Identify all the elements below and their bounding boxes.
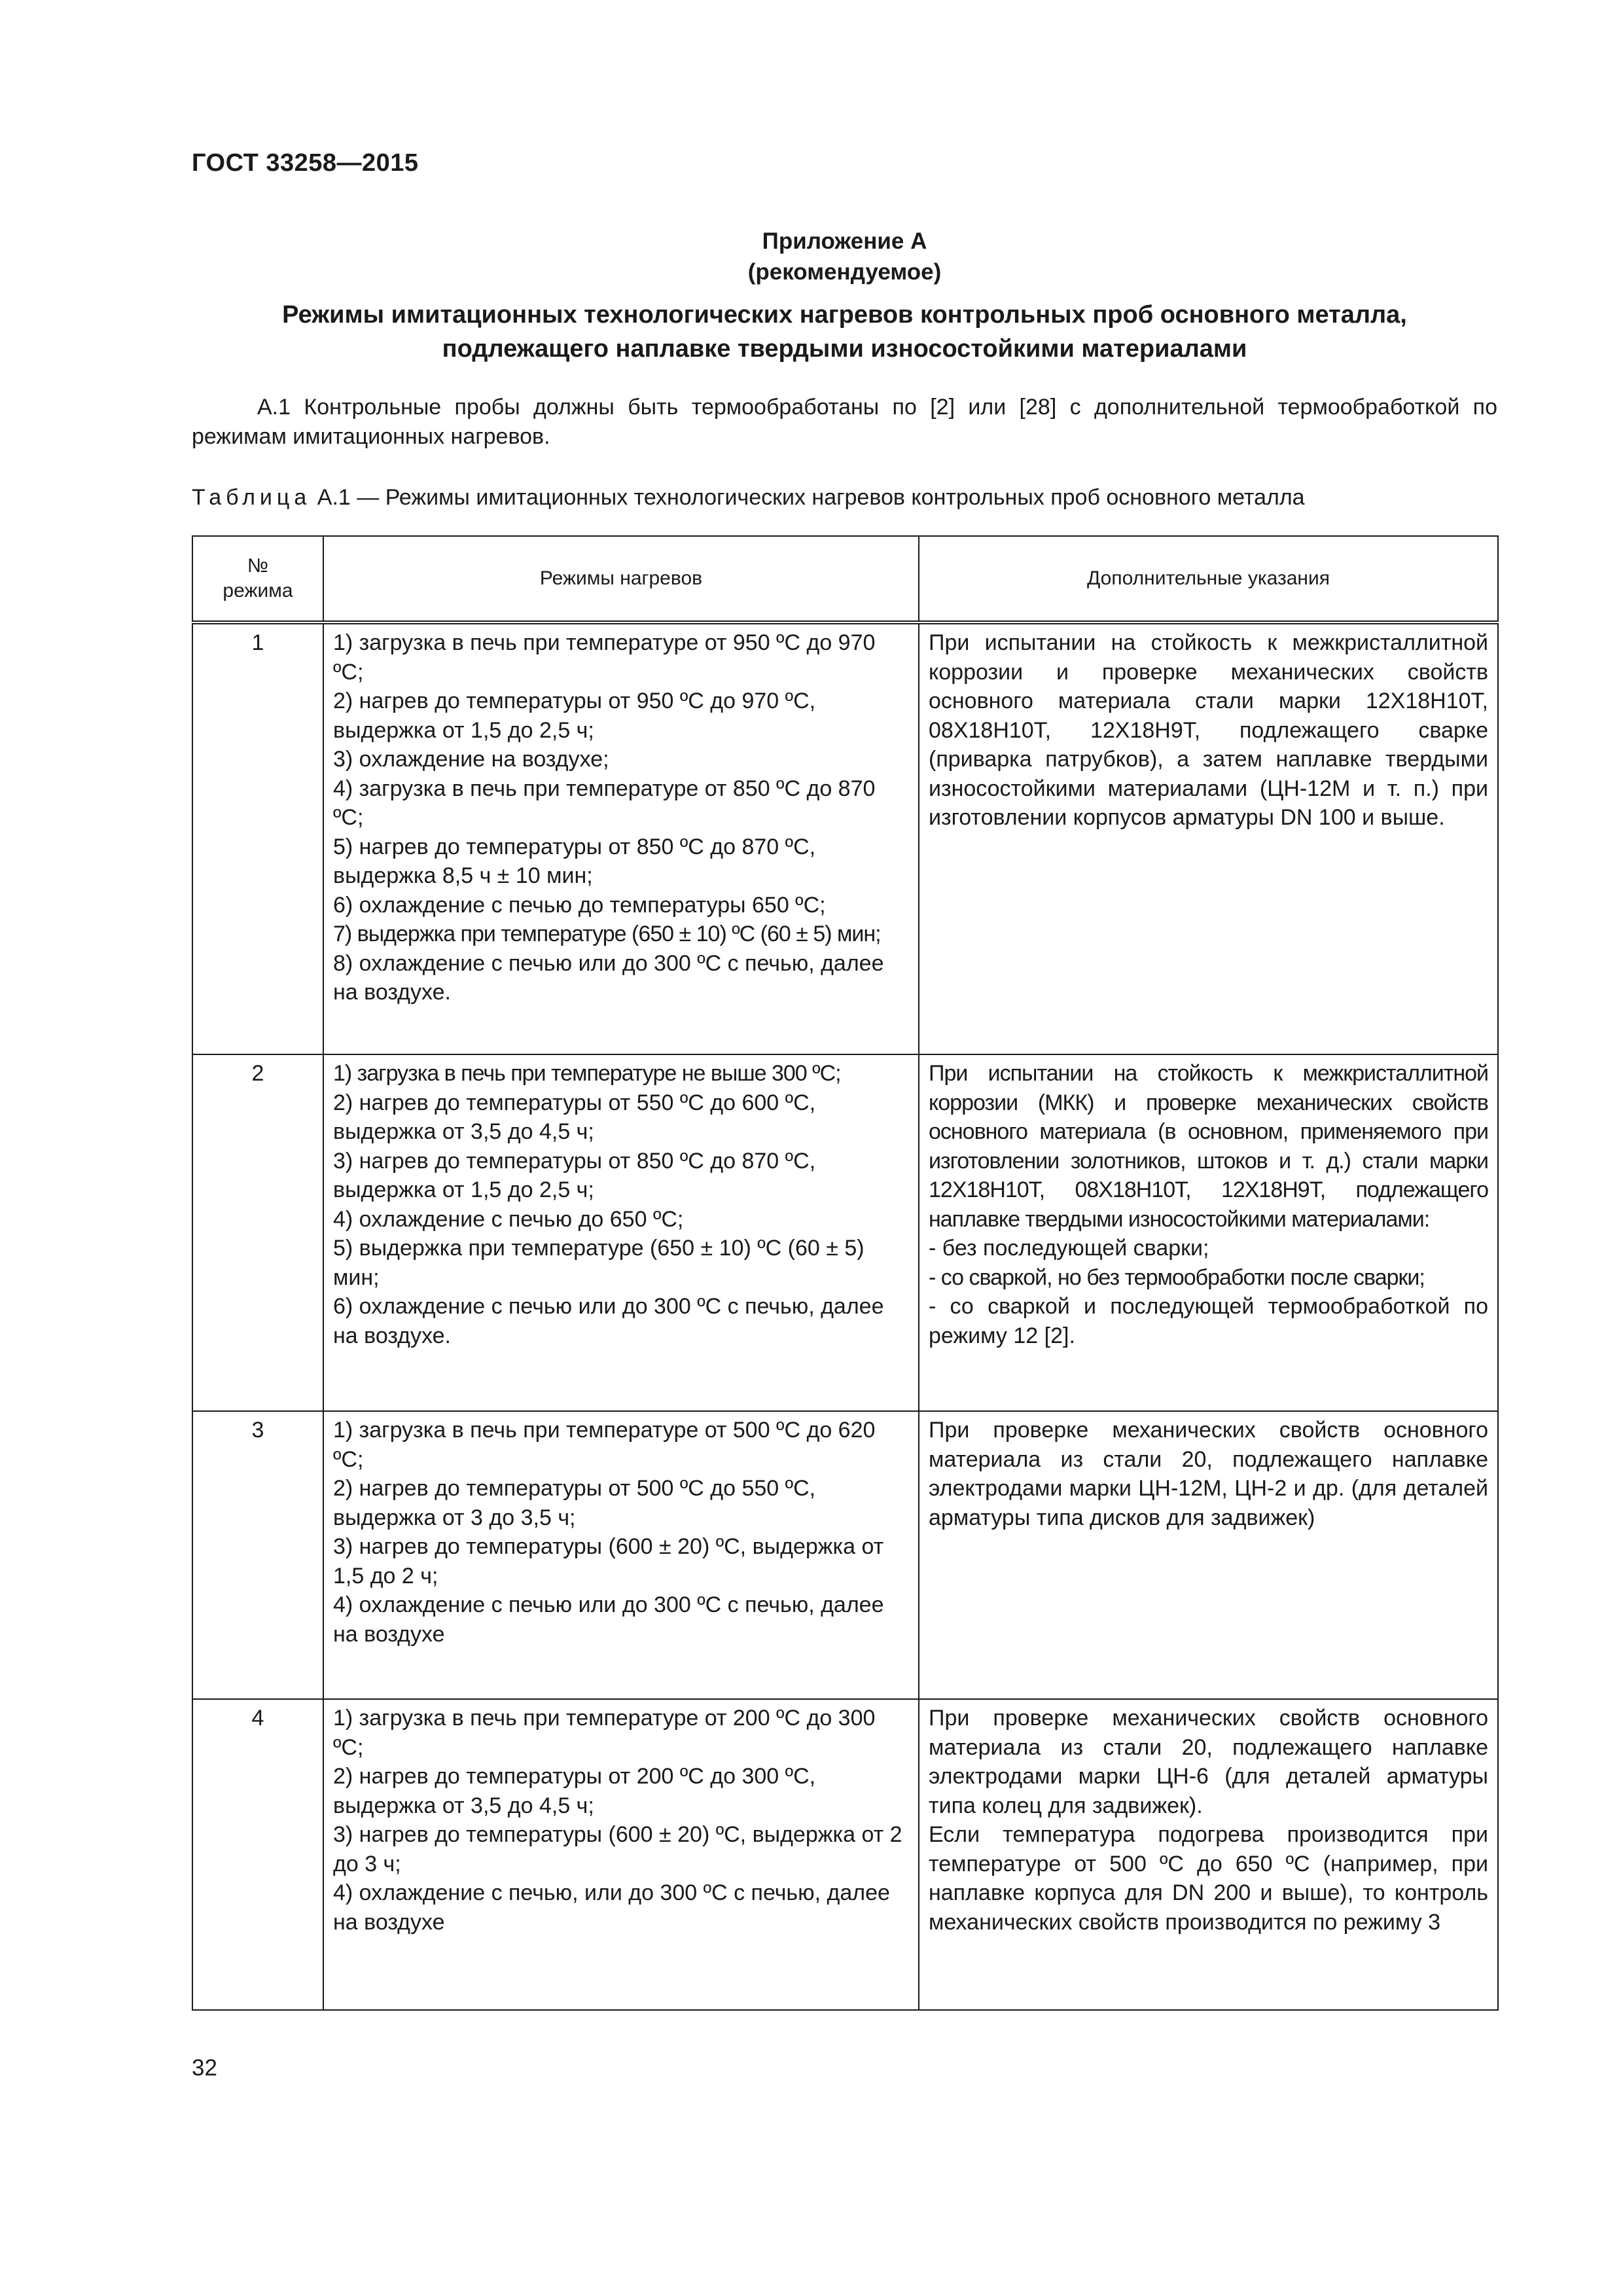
mode-number: 1 — [192, 622, 323, 1054]
mode-step: 7) выдержка при температуре (650 ± 10) ºС (60 ± 5) мин; — [333, 922, 881, 946]
mode-number: 4 — [192, 1699, 323, 2010]
table-row — [192, 1699, 1498, 2010]
note-line: При проверке механических свойств основного материала из стали 20, подлежащего наплавке электродами марки ЦН-6 (для деталей арматуры типа колец для задвижек). — [929, 1706, 1488, 1818]
title-line-2: подлежащего наплавке твердыми износостойкими материалами — [442, 335, 1247, 363]
mode-step: 4) загрузка в печь при температуре от 850 ºС до 870 ºС; — [333, 776, 876, 830]
note-line: - со сваркой, но без термообработки после сварки; — [929, 1265, 1425, 1290]
table-caption — [192, 483, 1497, 512]
mode-step: 3) нагрев до температуры (600 ± 20) ºС, выдержка от 2 до 3 ч; — [333, 1822, 902, 1876]
note-line: - без последующей сварки; — [929, 1236, 1209, 1261]
mode-note: При испытании на стойкость к межкристаллитной коррозии и проверке механических свойств основного материала стали марки 12Х18Н10Т, 08Х18Н10Т, 12Х18Н9Т, подлежащего сварке (приварка патрубков), а затем наплавке твердыми износостойкими материалами (ЦН-12М и т. п.) при изготовлении корпусов арматуры DN 100 и выше. — [919, 622, 1498, 1054]
mode-step: 1) загрузка в печь при температуре от 200 ºС до 300 ºС; — [333, 1706, 876, 1760]
mode-steps — [323, 622, 919, 1054]
table-row — [192, 1054, 1498, 1411]
mode-note — [919, 1054, 1498, 1411]
mode-number: 2 — [192, 1054, 323, 1411]
header-heating-modes: Режимы нагревов — [323, 536, 919, 622]
table-header-row — [192, 536, 1498, 622]
mode-step: 4) охлаждение с печью до 650 ºС; — [333, 1206, 684, 1232]
page-number: 32 — [192, 2055, 217, 2081]
mode-step: 1) загрузка в печь при температуре не выше 300 ºС; — [333, 1061, 841, 1086]
mode-step: 2) нагрев до температуры от 500 ºС до 550 ºС, выдержка от 3 до 3,5 ч; — [333, 1476, 816, 1530]
table-row — [192, 1411, 1498, 1699]
heating-modes-table — [192, 535, 1499, 2011]
note-line: При испытании на стойкость к межкристаллитной коррозии (МКК) и проверке механических свойств основного материала (в основном, применяемого при изготовлении золотников, штоков и т. д.) стали марки 12Х18Н10Т, 08Х18Н10Т, 12Х18Н9Т, подлежащего наплавке твердыми износостойкими материалами: — [929, 1061, 1488, 1232]
mode-step: 8) охлаждение с печью или до 300 ºС с печью, далее на воздухе. — [333, 950, 884, 1005]
mode-step: 2) нагрев до температуры от 550 ºС до 600 ºС, выдержка от 3,5 до 4,5 ч; — [333, 1090, 816, 1144]
mode-step: 5) нагрев до температуры от 850 ºС до 870 ºС, выдержка 8,5 ч ± 10 мин; — [333, 834, 816, 888]
mode-step: 6) охлаждение с печью или до 300 ºС с печью, далее на воздухе. — [333, 1294, 884, 1348]
mode-step: 2) нагрев до температуры от 950 ºС до 970 ºС, выдержка от 1,5 до 2,5 ч; — [333, 689, 816, 743]
appendix-type: (рекомендуемое) — [747, 259, 942, 285]
mode-step: 1) загрузка в печь при температуре от 950 ºС до 970 ºС; — [333, 630, 876, 685]
mode-step: 4) охлаждение с печью, или до 300 ºС с печью, далее на воздухе — [333, 1880, 890, 1935]
appendix-title — [192, 298, 1497, 366]
table-caption-prefix: Таблица — [192, 485, 312, 510]
mode-step: 6) охлаждение с печью до температуры 650 ºС; — [333, 892, 826, 918]
mode-step: 5) выдержка при температуре (650 ± 10) ºС (60 ± 5) мин; — [333, 1236, 865, 1290]
intro-paragraph: А.1 Контрольные пробы должны быть термообработаны по [2] или [28] с дополнительной термообработкой по режимам имитационных нагревов. — [192, 395, 1497, 449]
mode-step: 3) нагрев до температуры (600 ± 20) ºС, выдержка от 1,5 до 2 ч; — [333, 1534, 884, 1588]
standard-header: ГОСТ 33258—2015 — [192, 149, 419, 177]
mode-note: При проверке механических свойств основного материала из стали 20, подлежащего наплавке электродами марки ЦН-12М, ЦН-2 и др. (для деталей арматуры типа дисков для задвижек) — [919, 1411, 1498, 1699]
mode-step: 3) нагрев до температуры от 850 ºС до 870 ºС, выдержка от 1,5 до 2,5 ч; — [333, 1148, 816, 1202]
header-mode-number: № режима — [192, 536, 323, 622]
title-line-1: Режимы имитационных технологических нагревов контрольных проб основного металла, — [282, 301, 1407, 329]
mode-steps — [323, 1054, 919, 1411]
mode-number: 3 — [192, 1411, 323, 1699]
header-additional-notes: Дополнительные указания — [919, 536, 1498, 622]
appendix-label: Приложение А — [762, 228, 927, 254]
mode-steps — [323, 1411, 919, 1699]
appendix-heading — [192, 226, 1497, 287]
mode-step: 2) нагрев до температуры от 200 ºС до 300 ºС, выдержка от 3,5 до 4,5 ч; — [333, 1764, 816, 1818]
mode-steps — [323, 1699, 919, 2010]
mode-step: 4) охлаждение с печью или до 300 ºС с печью, далее на воздухе — [333, 1592, 884, 1647]
table-caption-text: А.1 — Режимы имитационных технологических нагревов контрольных проб основного металла — [317, 485, 1305, 510]
note-line: Если температура подогрева производится при температуре от 500 ºС до 650 ºС (например, при наплавке корпуса для DN 200 и выше), то контроль механических свойств производится по режиму 3 — [929, 1822, 1488, 1935]
note-line: - со сваркой и последующей термообработкой по режиму 12 [2]. — [929, 1294, 1488, 1348]
mode-step: 3) охлаждение на воздухе; — [333, 747, 609, 772]
mode-note — [919, 1699, 1498, 2010]
mode-step: 1) загрузка в печь при температуре от 500 ºС до 620 ºС; — [333, 1418, 876, 1472]
table-row — [192, 622, 1498, 1054]
